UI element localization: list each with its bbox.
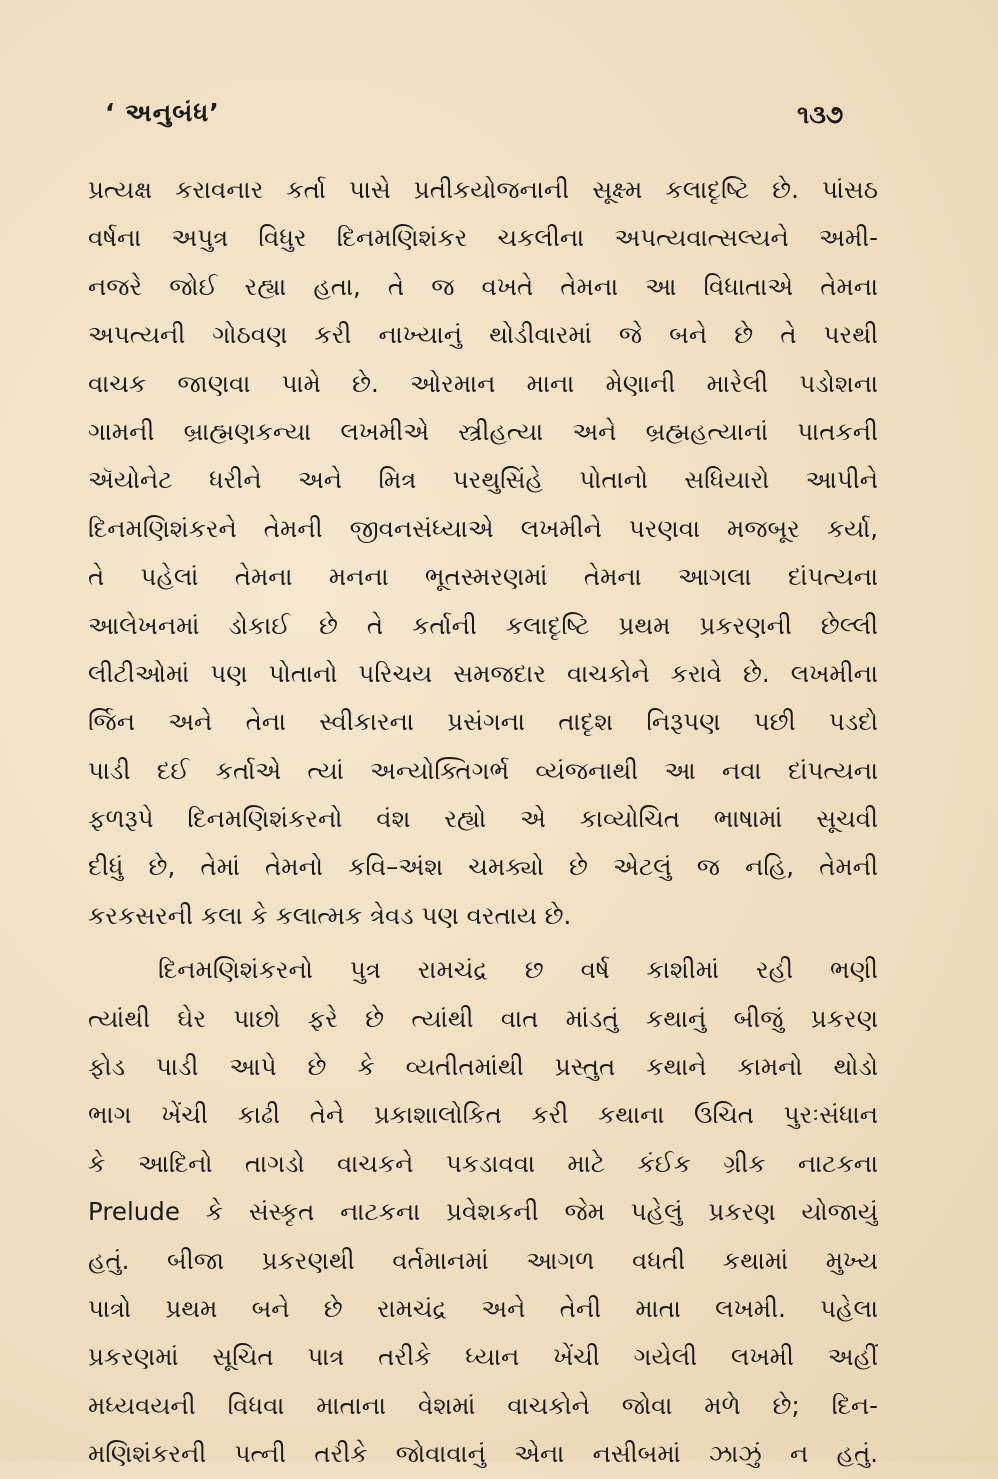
text-line: ફળરૂપે દિનમણિશંકરનો વંશ રહ્યો એ કાવ્યોચિત ભાષામાં સૂચવી <box>88 804 878 834</box>
text-line: ફોડ પાડી આપે છે કે વ્યતીતમાંથી પ્રસ્તુત કથાને કામનો થોડો <box>88 1052 878 1082</box>
text-line: કે આદિનો તાગડો વાચકને પકડાવવા માટે કંઈક ગ્રીક નાટકના <box>88 1148 878 1178</box>
text-line: નજરે જોઈ રહ્યા હતા, તે જ વખતે તેમના આ વિધાતાએ તેમના <box>88 271 878 301</box>
text-line: ગામની બ્રાહ્મણકન્યા લખમીએ સ્ત્રીહત્યા અને બ્રહ્મહત્યાનાં પાતકની <box>88 416 878 446</box>
text-line: તે પહેલાં તેમના મનના ભૂતસ્મરણમાં તેમના આગલા દાંપત્યના <box>88 562 878 592</box>
text-line: Prelude કે સંસ્કૃત નાટકના પ્રવેશકની જેમ પહેલું પ્રકરણ યોજાયું <box>88 1197 878 1227</box>
text-line: અપત્યની ગોઠવણ કરી નાખ્યાનું થોડીવારમાં જે બને છે તે પરથી <box>88 320 878 350</box>
page-number: ૧૩૭ <box>797 100 844 129</box>
paragraph-2 <box>88 946 878 1478</box>
text-line: પાત્રો પ્રથમ બને છે રામચંદ્ર અને તેની માતા લખમી. પહેલા <box>88 1293 878 1323</box>
text-line: દિનમણિશંકરને તેમની જીવનસંધ્યાએ લખમીને પરણવા મજબૂર કર્યા, <box>88 513 878 543</box>
text-line: હતું. બીજા પ્રકરણથી વર્તમાનમાં આગળ વધતી કથામાં મુખ્ય <box>88 1245 878 1275</box>
running-head: ‘ અનુબંધ’ <box>105 98 220 127</box>
text-line: ર્જિન અને તેના સ્વીકારના પ્રસંગના તાદૃશ નિરૂપણ પછી પડદો <box>88 707 878 737</box>
text-line: મધ્યવયની વિધવા માતાના વેશમાં વાચકોને જોવા મળે છે; દિન- <box>88 1390 878 1420</box>
text-line: વાચક જાણવા પામે છે. ઓરમાન માના મેણાની મારેલી પડોશના <box>88 368 878 398</box>
text-line: દિનમણિશંકરનો પુત્ર રામચંદ્ર છ વર્ષ કાશીમાં રહી ભણી <box>158 955 878 985</box>
text-line: મણિશંકરની પત્ની તરીકે જોવાવાનું એના નસીબમાં ઝાઝું ન હતું. <box>88 1439 878 1469</box>
text-line: પ્રકરણમાં સૂચિત પાત્ર તરીકે ધ્યાન ખેંચી ગયેલી લખમી અહીં <box>88 1342 878 1372</box>
text-line: પ્રત્યક્ષ કરાવનાર કર્તા પાસે પ્રતીકયોજનાની સૂક્ષ્મ કલાદૃષ્ટિ છે. પાંસઠ <box>88 175 878 204</box>
text-line: લીટીઓમાં પણ પોતાનો પરિચય સમજદાર વાચકોને કરાવે છે. લખમીના <box>88 658 878 688</box>
text-line: ભાગ ખેંચી કાઢી તેને પ્રકાશાલોકિત કરી કથાના ઉચિત પુરઃસંધાન <box>88 1100 878 1130</box>
text-line: દીધું છે, તેમાં તેમનો કવિ–અંશ ચમક્યો છે એટલું જ નહિ, તેમની <box>88 852 878 882</box>
paragraph-1 <box>88 166 878 940</box>
body-text <box>88 166 878 1479</box>
text-line: ત્યાંથી ઘેર પાછો ફરે છે ત્યાંથી વાત માંડતું કથાનું બીજું પ્રકરણ <box>88 1003 878 1033</box>
text-line: ઍયોનેટ ધરીને અને મિત્ર પરથુસિંહે પોતાનો સધિયારો આપીને <box>88 465 878 495</box>
text-line: કરકસરની કલા કે કલાત્મક ત્રેવડ પણ વરતાય છે. <box>88 900 572 930</box>
text-line: પાડી દઈ કર્તાએ ત્યાં અન્યોક્તિગર્ભ વ્યંજનાથી આ નવા દાંપત્યના <box>88 755 878 785</box>
text-line: વર્ષના અપુત્ર વિધુર દિનમણિશંકર ચકલીના અપત્યવાત્સલ્યને અમી- <box>88 223 878 253</box>
text-line: આલેખનમાં ડોકાઈ છે તે કર્તાની કલાદૃષ્ટિ પ્રથમ પ્રકરણની છેલ્લી <box>88 610 878 640</box>
